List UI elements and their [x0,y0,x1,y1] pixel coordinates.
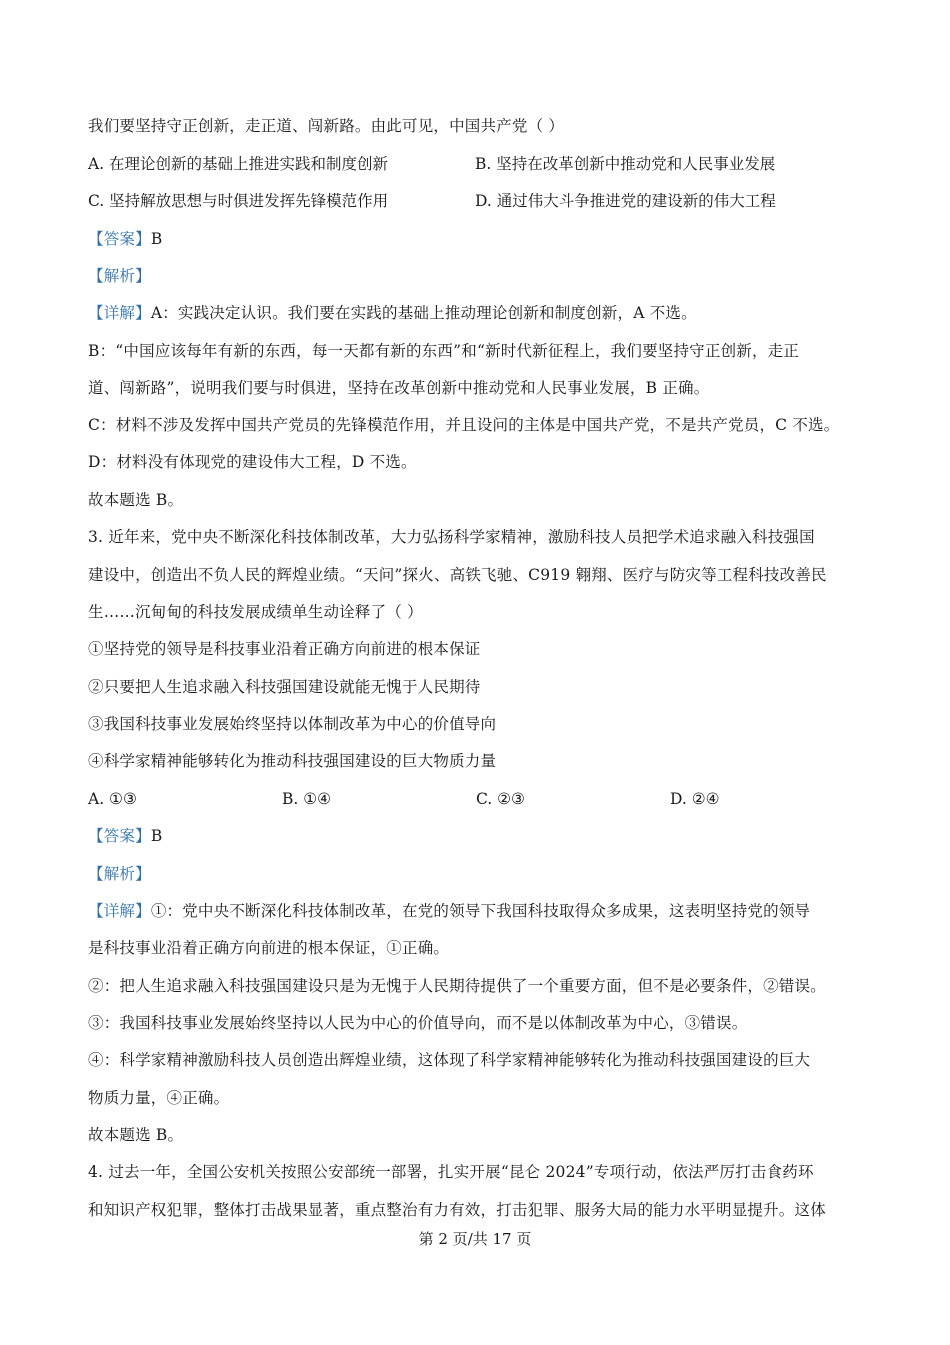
q2-detail-b2: 道、闯新路”，说明我们要与时俱进，坚持在改革创新中推动党和人民事业发展，B 正确。 [88,379,710,397]
q3-option-a: A. ①③ [88,790,137,808]
q3-item-3: ③我国科技事业发展始终坚持以体制改革为中心的价值导向 [88,715,497,733]
q2-answer [88,229,162,249]
detail-tag: 【详解】 [88,902,151,920]
q2-detail-b1: B：“中国应该每年有新的东西，每一天都有新的东西”和“新时代新征程上，我们要坚持守正创新，走正 [88,342,800,360]
answer-tag: 【答案】 [88,827,151,845]
q3-detail-1a [88,901,810,921]
q3-detail-4a: ④：科学家精神激励科技人员创造出辉煌业绩，这体现了科学家精神能够转化为推动科技强国建设的巨大 [88,1051,811,1069]
q3-detail-3: ③：我国科技事业发展始终坚持以人民为中心的价值导向，而不是以体制改革为中心，③错误。 [88,1014,748,1032]
detail-text: ①：党中央不断深化科技体制改革，在党的领导下我国科技取得众多成果，这表明坚持党的领导 [150,902,811,920]
answer-value: B [150,230,163,248]
q3-detail-1b: 是科技事业沿着正确方向前进的根本保证，①正确。 [88,939,450,957]
q3-stem-1: 3. 近年来，党中央不断深化科技体制改革，大力弘扬科学家精神，激励科技人员把学术追求融入科技强国 [88,528,815,546]
q2-conclusion: 故本题选 B。 [88,491,184,509]
page-footer: 第 2 页/共 17 页 [418,1230,532,1248]
q2-detail-d: D：材料没有体现党的建设伟大工程，D 不选。 [88,453,417,471]
q3-item-2: ②只要把人生追求融入科技强国建设就能无愧于人民期待 [88,678,481,696]
q3-option-d: D. ②④ [670,790,720,808]
q4-stem-1: 4. 过去一年，全国公安机关按照公安部统一部署，扎实开展“昆仑 2024”专项行动，依法严厉打击食药环 [88,1163,814,1181]
detail-tag: 【详解】 [88,304,151,322]
answer-tag: 【答案】 [88,230,151,248]
q3-item-1: ①坚持党的领导是科技事业沿着正确方向前进的根本保证 [88,640,481,658]
detail-text: A：实践决定认识。我们要在实践的基础上推动理论创新和制度创新，A 不选。 [150,304,697,322]
q3-option-b: B. ①④ [282,790,332,808]
q3-option-c: C. ②③ [476,790,525,808]
q3-stem-2: 建设中，创造出不负人民的辉煌业绩。“天问”探火、高铁飞驰、C919 翱翔、医疗与防灾等工程科技改善民 [88,566,827,584]
q3-answer [88,826,162,846]
q3-detail-2: ②：把人生追求融入科技强国建设只是为无愧于人民期待提供了一个重要方面，但不是必要条件，②错误。 [88,977,826,995]
q3-conclusion: 故本题选 B。 [88,1126,184,1144]
answer-value: B [150,827,163,845]
q2-analysis-tag: 【解析】 [88,267,151,285]
q3-detail-4b: 物质力量，④正确。 [88,1089,230,1107]
q2-stem: 我们要坚持守正创新，走正道、闯新路。由此可见，中国共产党（ ） [88,117,565,135]
q2-option-b: B. 坚持在改革创新中推动党和人民事业发展 [475,155,776,173]
q2-option-d: D. 通过伟大斗争推进党的建设新的伟大工程 [475,192,776,210]
q3-item-4: ④科学家精神能够转化为推动科技强国建设的巨大物质力量 [88,752,497,770]
q2-detail-a [88,303,697,323]
q2-option-c: C. 坚持解放思想与时俱进发挥先锋模范作用 [88,192,389,210]
q2-option-a: A. 在理论创新的基础上推进实践和制度创新 [88,155,389,173]
q2-detail-c: C：材料不涉及发挥中国共产党员的先锋模范作用，并且设问的主体是中国共产党，不是共产党员，C 不选。 [88,416,840,434]
q3-analysis-tag: 【解析】 [88,865,151,883]
q4-stem-2: 和知识产权犯罪，整体打击战果显著，重点整治有力有效，打击犯罪、服务大局的能力水平明显提升。这体 [88,1201,826,1219]
q3-stem-3: 生……沉甸甸的科技发展成绩单生动诠释了（ ） [88,603,423,621]
